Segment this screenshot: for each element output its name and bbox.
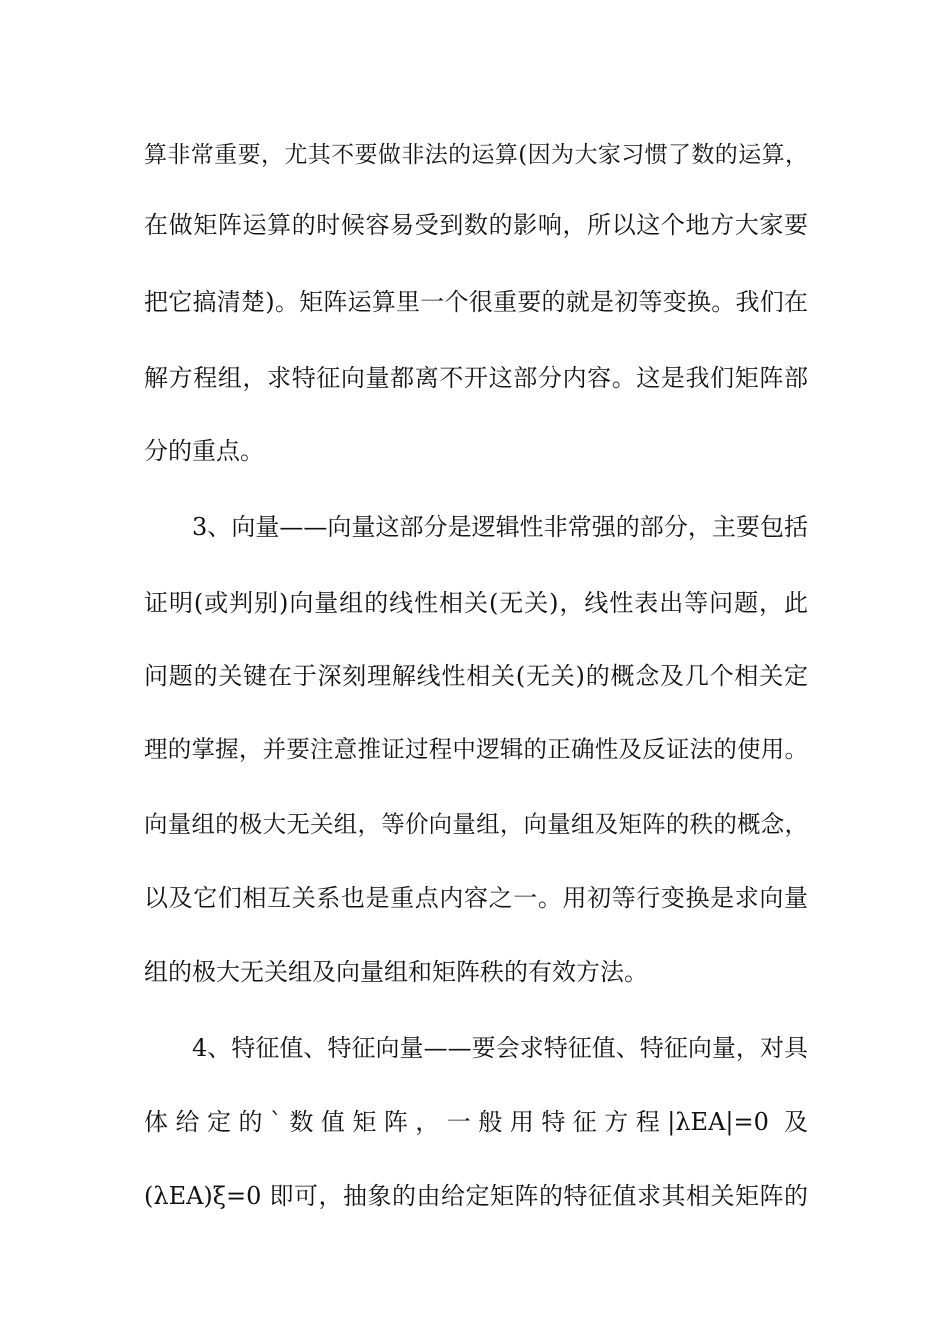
text-line-10: 向量组的极大无关组，等价向量组，向量组及矩阵的秩的概念， [144,810,808,838]
text-line-11: 以及它们相互关系也是重点内容之一。用初等行变换是求向量 [144,884,808,912]
text-line-7: 证明(或判别)向量组的线性相关(无关)，线性表出等问题，此 [144,589,808,617]
text-line-2: 在做矩阵运算的时候容易受到数的影响，所以这个地方大家要 [144,211,808,239]
text-line-8: 问题的关键在于深刻理解线性相关(无关)的概念及几个相关定 [144,662,808,690]
text-line-3: 把它搞清楚)。矩阵运算里一个很重要的就是初等变换。我们在 [144,288,808,316]
text-line-13: 4、特征值、特征向量——要会求特征值、特征向量，对具 [192,1034,808,1062]
text-line-9: 理的掌握，并要注意推证过程中逻辑的正确性及反证法的使用。 [144,735,808,763]
text-line-4: 解方程组，求特征向量都离不开这部分内容。这是我们矩阵部 [144,364,808,392]
text-line-1: 算非常重要，尤其不要做非法的运算(因为大家习惯了数的运算， [144,142,808,168]
text-line-5: 分的重点。 [144,437,264,465]
text-line-6: 3、向量——向量这部分是逻辑性非常强的部分，主要包括 [192,513,808,541]
text-line-15: (λEA)ξ=0 即可，抽象的由给定矩阵的特征值求其相关矩阵的 [144,1182,808,1210]
text-line-12: 组的极大无关组及向量组和矩阵秩的有效方法。 [144,958,648,986]
text-line-14: 体给定的`数值矩阵，一般用特征方程|λEA|=0 及 [144,1108,808,1136]
